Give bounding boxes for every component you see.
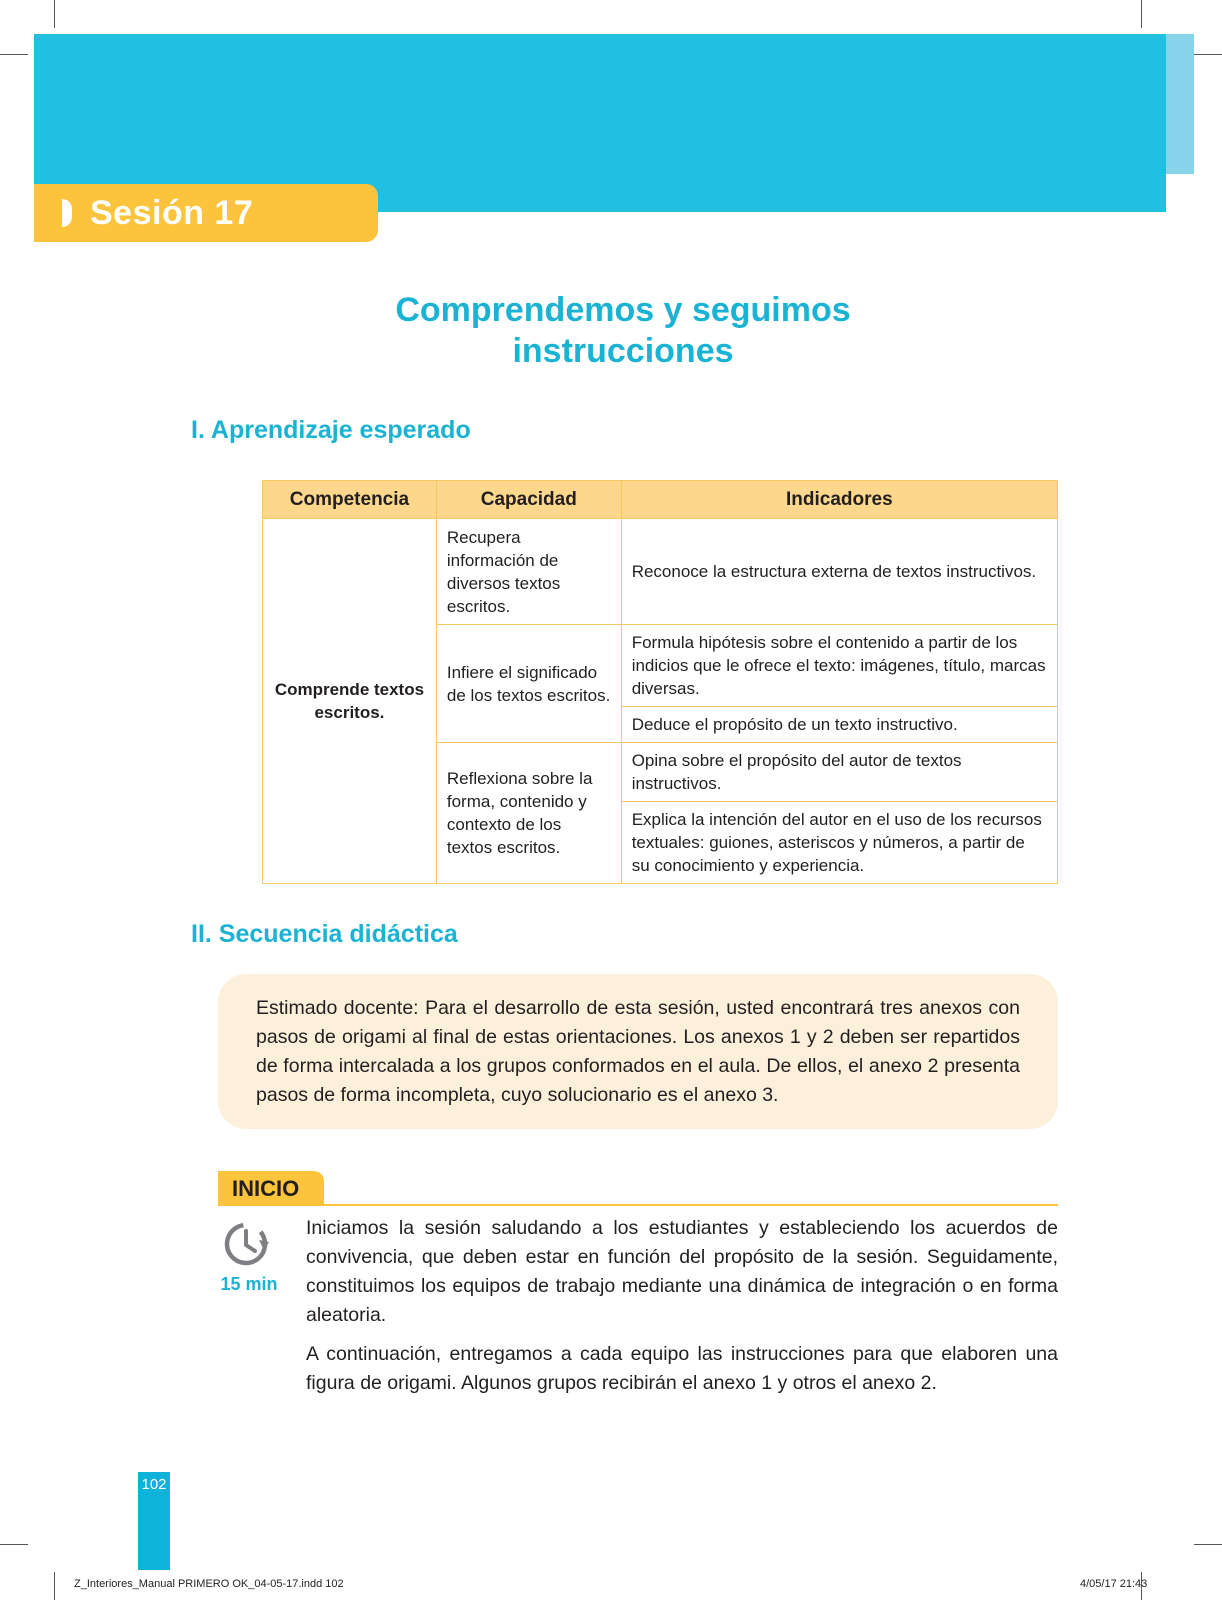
indicator-cell: Opina sobre el propósito del autor de textos instructivos. [621,743,1057,802]
teacher-note-text: Estimado docente: Para el desarrollo de esta sesión, usted encontrará tres anexos con pasos de origami al final de estas orientaciones. Los anexos 1 y 2 deben ser repartidos de forma intercalada a los grupos conformados en el aula. De ellos, el anexo 2 presenta pasos de forma incompleta, cuyo solucionario es el anexo 3. [256,997,1020,1106]
session-label: Sesión 17 [90,193,254,232]
teacher-note-box [218,974,1058,1129]
inicio-divider [218,1204,1058,1206]
table-header-row [263,481,1058,519]
capacity-cell: Recupera información de diversos textos escritos. [436,519,621,625]
competence-cell: Comprende textos escritos. [263,519,437,884]
section-heading-secuencia: II. Secuencia didáctica [191,920,458,948]
indicator-cell: Explica la intención del autor en el uso de los recursos textuales: guiones, asteriscos y números, a partir de su conocimiento y experiencia. [621,802,1057,884]
competency-table [262,480,1058,884]
table-row [263,519,1058,625]
footer-file-info: Z_Interiores_Manual PRIMERO OK_04-05-17.indd 102 [74,1578,344,1590]
banner-edge-strip [1166,34,1194,174]
crop-mark [54,1572,55,1600]
title-line-1: Comprendemos y seguimos [395,291,851,329]
indicator-cell: Reconoce la estructura externa de textos instructivos. [621,519,1057,625]
column-header-indicadores: Indicadores [621,481,1057,519]
inicio-paragraph-2: A continuación, entregamos a cada equipo las instrucciones para que elaboren una figura de origami. Algunos grupos recibirán el anexo 1 y otros el anexo 2. [306,1343,1058,1394]
inicio-tab: INICIO [218,1171,324,1206]
crop-mark [1194,1544,1222,1545]
crop-mark [1141,0,1142,28]
indicator-cell: Formula hipótesis sobre el contenido a partir de los indicios que le ofrece el texto: imágenes, título, marcas diversas. [621,625,1057,707]
section-heading-aprendizaje: I. Aprendizaje esperado [191,416,471,444]
crop-mark [0,54,28,55]
inicio-paragraph-1: Iniciamos la sesión saludando a los estudiantes y estableciendo los acuerdos de convivencia, que deben estar en función del propósito de la sesión. Seguidamente, constituimos los equipos de trabajo mediante una dinámica de integración o en forma aleatoria. [306,1217,1058,1326]
duration-label: 15 min [220,1274,278,1294]
half-circle-icon [62,199,72,227]
page-title [200,290,1046,372]
crop-mark [0,1544,28,1545]
crop-mark [1194,54,1222,55]
session-tab [34,184,378,242]
indicator-cell: Deduce el propósito de un texto instructivo. [621,707,1057,743]
clock-icon [222,1218,274,1270]
capacity-cell: Reflexiona sobre la forma, contenido y contexto de los textos escritos. [436,743,621,884]
page-number: 102 [141,1476,167,1493]
footer-datetime: 4/05/17 21:43 [1080,1578,1148,1590]
crop-mark [54,0,55,28]
capacity-cell: Infiere el significado de los textos escritos. [436,625,621,743]
column-header-competencia: Competencia [263,481,437,519]
title-line-2: instrucciones [512,332,734,370]
column-header-capacidad: Capacidad [436,481,621,519]
